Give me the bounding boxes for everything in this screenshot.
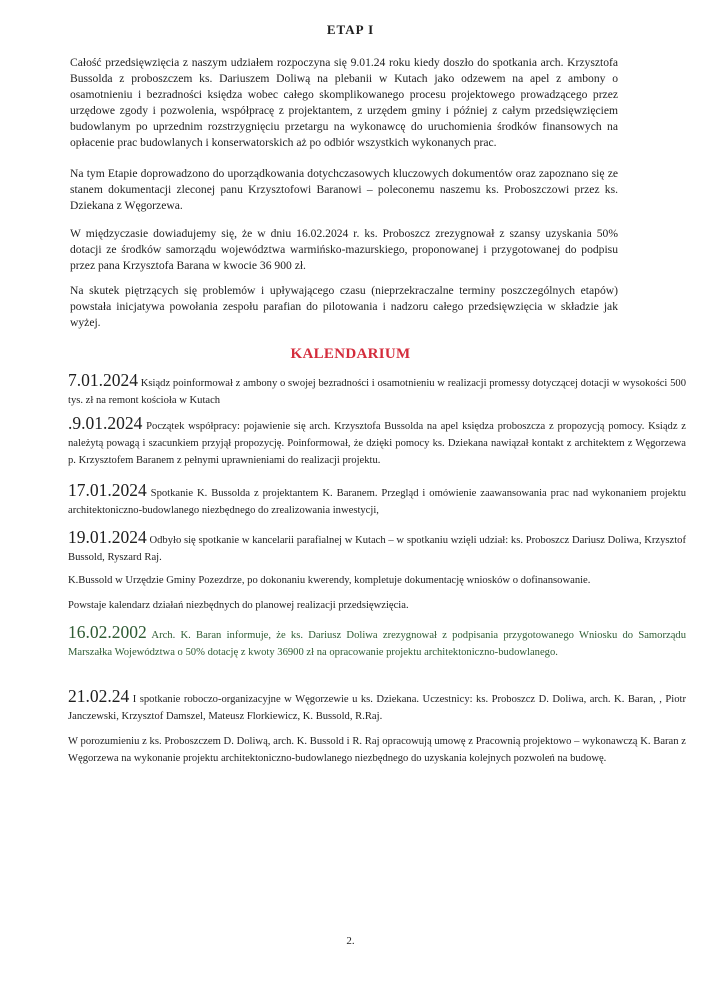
entry-text: Powstaje kalendarz działań niezbędnych do planowej realizacji przedsięwzięcia.	[68, 600, 409, 611]
entry-date: 7.01.2024	[68, 370, 138, 390]
entry-text: Odbyło się spotkanie w kancelarii parafialnej w Kutach – w spotkaniu wzięli udział: ks. Proboszcz Dariusz Doliwa, Krzysztof Bussold, Ryszard Raj.	[68, 535, 686, 563]
etap-paragraph: Na tym Etapie doprowadzono do uporządkowania dotychczasowych kluczowych dokumentów oraz zapoznano się ze stanem dokumentacji zleconej panu Krzysztofowi Baranowi – poleconemu naszemu ks. Proboszczowi przez ks. Dziekana z Węgorzewa.	[70, 167, 618, 212]
kalendarium-note	[68, 572, 686, 589]
etap-title: ETAP I	[326, 22, 375, 37]
etap-paragraph: Całość przedsięwzięcia z naszym udziałem rozpoczyna się 9.01.24 roku kiedy doszło do spotkania arch. Krzysztofa Bussolda z proboszczem ks. Dariuszem Doliwą na plebanii w Kutach jako odzewem na apel z ambony o osamotnieniu i bezradności księdza wobec całego skomplikowanego procesu projektowego prowadzącego przez urzędowe zgody i pozwolenia, współpracę z projektantem, z urzędem gminy i później z całym przedsięwzięciem budowlanym po uprzednim rozstrzygnięciu przetargu na wykonawcę do uruchomienia środków finansowych na opłacenie prac budowlanych i konserwatorskich aż po odbiór wszystkich wykonanych prac.	[70, 56, 618, 149]
kalendarium-entry	[68, 415, 686, 469]
entry-date: .9.01.2024	[68, 413, 143, 433]
kalendarium-entry	[68, 624, 686, 661]
entry-text: Arch. K. Baran informuje, że ks. Dariusz Doliwa zrezygnował z podpisania przygotowanego Wniosku do Samorządu Marszałka Województwa o 50% dotację z kwoty 36900 zł na opracowanie projektu architektoniczno-budowlanego.	[68, 630, 686, 658]
kalendarium-title: KALENDARIUM	[290, 346, 411, 362]
entry-text: W porozumieniu z ks. Proboszczem D. Doliwą, arch. K. Bussold i R. Raj opracowują umowę z Pracownią projektowo – wykonawczą K. Baran z Węgorzewa na wykonanie projektu architektoniczno-budowlanego niezbędnego do uzyskania kolejnych pozwoleń na budowę.	[68, 736, 686, 764]
entry-text: Spotkanie K. Bussolda z projektantem K. Baranem. Przegląd i omówienie zaawansowania prac nad wykonaniem projektu architektoniczno-budowlanego niezbędnego do zrealizowania inwestycji,	[68, 488, 686, 516]
kalendarium-entry	[68, 482, 686, 519]
kalendarium-entry	[68, 688, 686, 725]
kalendarium-entry	[68, 372, 686, 409]
kalendarium-entry	[68, 529, 686, 566]
page-number: 2.	[346, 935, 355, 947]
entry-date: 21.02.24	[68, 686, 130, 706]
entry-date: 17.01.2024	[68, 480, 147, 500]
entry-date: 16.02.2002	[68, 622, 147, 642]
entry-text: Ksiądz poinformował z ambony o swojej bezradności i osamotnieniu w realizacji promessy dotyczącej dotacji w wysokości 500 tys. zł na remont kościoła w Kutach	[68, 378, 686, 406]
etap-paragraph: Na skutek piętrzących się problemów i upływającego czasu (nieprzekraczalne terminy poszczególnych etapów) powstała inicjatywa powołania zespołu parafian do pilotowania i nadzoru całego przedsięwzięcia w składzie jak wyżej.	[70, 284, 618, 329]
entry-text: K.Bussold w Urzędzie Gminy Pozezdrze, po dokonaniu kwerendy, kompletuje dokumentację wniosków o dofinansowanie.	[68, 575, 591, 586]
entry-date: 19.01.2024	[68, 527, 147, 547]
kalendarium-note	[68, 733, 686, 767]
kalendarium-note	[68, 597, 686, 614]
entry-text: Początek współpracy: pojawienie się arch. Krzysztofa Bussolda na apel księdza proboszcza z propozycją pomocy. Ksiądz z należytą powagą i szacunkiem przyjął propozycję. Poinformował, że dzięki pomocy ks. Dziekana nawiązał kontakt z architektem z Węgorzewa p. Krzysztofem Baranem z pełnymi uprawnieniami do realizacji projektu.	[68, 421, 686, 466]
entry-text: I spotkanie roboczo-organizacyjne w Węgorzewie u ks. Dziekana. Uczestnicy: ks. Proboszcz D. Doliwa, arch. K. Baran, , Piotr Janczewski, Krzysztof Damszel, Mateusz Florkiewicz, K. Bussold, R.Raj.	[68, 694, 686, 722]
etap-paragraph: W międzyczasie dowiadujemy się, że w dniu 16.02.2024 r. ks. Proboszcz zrezygnował z szansy uzyskania 50% dotacji ze środków samorządu województwa warmińsko-mazurskiego, proponowanej i przygotowanej do podpisu przez pana Krzysztofa Barana w kwocie 36 900 zł.	[70, 227, 618, 272]
